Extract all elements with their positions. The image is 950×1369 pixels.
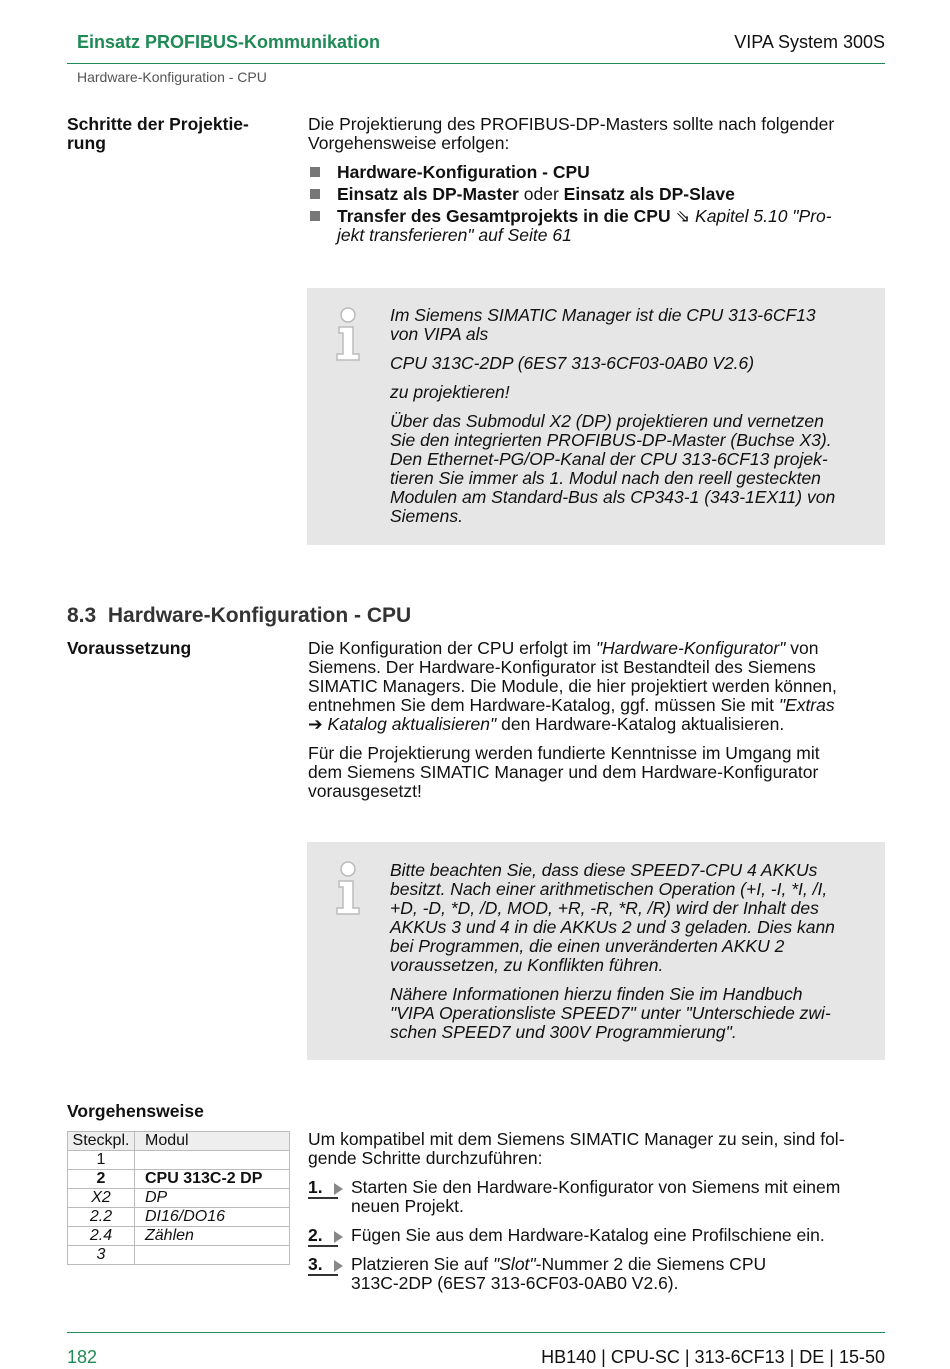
text-line: SIMATIC Managers. Die Module, die hier projektiert werden können, xyxy=(308,676,837,696)
text-line: Siemens. Der Hardware-Konfigurator ist Bestandteil des Siemens xyxy=(308,657,816,677)
step-number: 1. xyxy=(308,1177,323,1197)
step-underline xyxy=(308,1274,338,1276)
text-line: AKKUs 3 und 4 in die AKKUs 2 und 3 geladen. Dies kann xyxy=(390,917,835,937)
section-title: Hardware-Konfiguration - CPU xyxy=(107,604,412,627)
text-line: Sie den integrierten PROFIBUS-DP-Master (Buchse X3). xyxy=(390,430,832,450)
arrow-right-icon: ➔ xyxy=(308,714,323,734)
table-header-row xyxy=(68,1132,290,1151)
header-subtitle: Hardware-Konfiguration - CPU xyxy=(77,69,267,85)
chapter-link[interactable]: Kapitel 5.10 "Pro- xyxy=(695,206,832,226)
bullet-item xyxy=(308,163,885,182)
note-paragraph xyxy=(390,861,875,975)
menu-path: "Extras xyxy=(778,695,835,715)
text-line: entnehmen Sie dem Hardware-Katalog, ggf. müssen Sie mit xyxy=(308,695,774,715)
bullet-square-icon xyxy=(310,167,320,177)
slot-table xyxy=(67,1131,290,1265)
text-line: von xyxy=(790,638,819,658)
bullet-text: Einsatz als DP-Master xyxy=(337,184,519,204)
bullet-text: Einsatz als DP-Slave xyxy=(563,184,735,204)
text-line: Fügen Sie aus dem Hardware-Katalog eine Profilschiene ein. xyxy=(351,1225,825,1245)
side-heading-line: Schritte der Projektie- xyxy=(67,114,249,134)
document-id: HB140 | CPU-SC | 313-6CF13 | DE | 15-50 xyxy=(541,1347,885,1367)
table-cell: 2.2 xyxy=(68,1208,135,1227)
table-cell: DP xyxy=(135,1189,290,1208)
note-paragraph xyxy=(390,306,875,344)
table-cell: 2.4 xyxy=(68,1227,135,1246)
side-heading-prerequisite: Voraussetzung xyxy=(67,638,192,658)
text-line: +D, -D, *D, /D, MOD, +R, -R, *R, /R) wird der Inhalt des xyxy=(390,898,819,918)
steps-body xyxy=(308,115,885,248)
note-text xyxy=(390,861,875,1052)
bullet-text: Hardware-Konfiguration - CPU xyxy=(337,162,590,182)
text-line: Für die Projektierung werden fundierte Kenntnisse im Umgang mit xyxy=(308,743,820,763)
table-cell: CPU 313C-2 DP xyxy=(135,1170,290,1189)
table-row xyxy=(68,1227,290,1246)
step-number: 2. xyxy=(308,1225,323,1245)
note-paragraph xyxy=(390,412,875,526)
text-line: -Nummer 2 die Siemens CPU xyxy=(535,1254,767,1274)
table-cell xyxy=(135,1151,290,1170)
step-underline xyxy=(308,1245,338,1247)
menu-path: Katalog aktualisieren" xyxy=(327,714,497,734)
step-arrow-icon xyxy=(334,1183,343,1195)
text-line: Im Siemens SIMATIC Manager ist die CPU 313-6CF13 xyxy=(390,305,816,325)
text-line: Nähere Informationen hierzu finden Sie im Handbuch xyxy=(390,984,803,1004)
bullet-square-icon xyxy=(310,189,320,199)
text-line: Starten Sie den Hardware-Konfigurator von Siemens mit einem xyxy=(351,1177,841,1197)
note-text xyxy=(390,306,875,536)
table-cell: 3 xyxy=(68,1246,135,1265)
header-product: VIPA System 300S xyxy=(734,32,885,52)
side-heading-steps xyxy=(67,115,287,153)
paragraph xyxy=(308,744,885,801)
text-line: dem Siemens SIMATIC Manager und dem Hardware-Konfigurator xyxy=(308,762,819,782)
text-line: Platzieren Sie auf xyxy=(351,1254,489,1274)
step-item xyxy=(308,1255,885,1293)
text-line: Bitte beachten Sie, dass diese SPEED7-CPU 4 AKKUs xyxy=(390,860,818,880)
text-line: voraussetzen, zu Konflikten führen. xyxy=(390,955,664,975)
text-line: Vorgehensweise erfolgen: xyxy=(308,133,510,153)
chapter-link[interactable]: jekt transferieren" auf Seite 61 xyxy=(337,225,572,245)
table-row xyxy=(68,1189,290,1208)
text-line: Die Konfiguration der CPU erfolgt im xyxy=(308,638,592,658)
step-arrow-icon xyxy=(334,1260,343,1272)
step-item xyxy=(308,1178,885,1216)
bullet-square-icon xyxy=(310,211,320,221)
table-header-cell: Modul xyxy=(135,1132,290,1151)
table-row xyxy=(68,1208,290,1227)
text-line: den Hardware-Katalog aktualisieren. xyxy=(501,714,785,734)
bullet-text: Transfer des Gesamtprojekts in die CPU xyxy=(337,206,671,226)
text-line: bei Programmen, die einen unveränderten AKKU 2 xyxy=(390,936,785,956)
text-line: besitzt. Nach einer arithmetischen Operation (+I, -I, *I, /I, xyxy=(390,879,828,899)
info-icon xyxy=(331,860,365,916)
info-note xyxy=(307,288,885,545)
text-line: "Slot" xyxy=(493,1254,536,1274)
bullet-item xyxy=(308,207,885,245)
section-heading xyxy=(67,604,411,628)
prerequisite-body xyxy=(308,639,885,811)
table-cell: 1 xyxy=(68,1151,135,1170)
bullet-text: oder xyxy=(523,184,559,204)
paragraph xyxy=(308,639,885,734)
note-paragraph xyxy=(390,985,875,1042)
text-line: vorausgesetzt! xyxy=(308,781,422,801)
header-divider xyxy=(67,63,885,64)
text-line: "Hardware-Konfigurator" xyxy=(595,638,786,658)
text-line: Über das Submodul X2 (DP) projektieren und vernetzen xyxy=(390,411,824,431)
header-chapter: Einsatz PROFIBUS-Kommunikation xyxy=(77,32,381,52)
table-cell: X2 xyxy=(68,1189,135,1208)
paragraph xyxy=(308,1130,885,1168)
table-cell: Zählen xyxy=(135,1227,290,1246)
side-heading-procedure: Vorgehensweise xyxy=(67,1101,204,1121)
text-line: Modulen am Standard-Bus als CP343-1 (343-1EX11) von xyxy=(390,487,836,507)
table-cell: DI16/DO16 xyxy=(135,1208,290,1227)
step-underline xyxy=(308,1197,338,1199)
step-arrow-icon xyxy=(334,1231,343,1243)
text-line: neuen Projekt. xyxy=(351,1196,464,1216)
procedure-body xyxy=(308,1130,885,1303)
text-line: 313C-2DP (6ES7 313-6CF03-0AB0 V2.6). xyxy=(351,1273,679,1293)
table-cell xyxy=(135,1246,290,1265)
text-line: Siemens. xyxy=(390,506,463,526)
table-cell: 2 xyxy=(68,1170,135,1189)
side-heading-line: rung xyxy=(67,133,106,153)
footer-divider xyxy=(67,1332,885,1333)
link-arrow-icon: ⇘ xyxy=(675,206,691,226)
bullet-item xyxy=(308,185,885,204)
text-line: tieren Sie immer als 1. Modul nach den reell gesteckten xyxy=(390,468,821,488)
note-paragraph: CPU 313C-2DP (6ES7 313-6CF03-0AB0 V2.6) xyxy=(390,353,755,373)
info-note xyxy=(307,842,885,1060)
step-number: 3. xyxy=(308,1254,323,1274)
text-line: Die Projektierung des PROFIBUS-DP-Masters sollte nach folgender xyxy=(308,114,835,134)
table-header-cell: Steckpl. xyxy=(68,1132,135,1151)
text-line: Um kompatibel mit dem Siemens SIMATIC Manager zu sein, sind fol- xyxy=(308,1129,845,1149)
section-number: 8.3 xyxy=(67,604,97,627)
text-line: schen SPEED7 und 300V Programmierung". xyxy=(390,1022,737,1042)
note-paragraph: zu projektieren! xyxy=(390,382,510,402)
text-line: "VIPA Operationsliste SPEED7" unter "Unterschiede zwi- xyxy=(390,1003,831,1023)
text-line: gende Schritte durchzuführen: xyxy=(308,1148,543,1168)
table-row xyxy=(68,1170,290,1189)
steps-intro xyxy=(308,115,885,153)
text-line: von VIPA als xyxy=(390,324,489,344)
table-row xyxy=(68,1246,290,1265)
info-icon xyxy=(331,306,365,362)
step-item xyxy=(308,1226,885,1245)
text-line: Den Ethernet-PG/OP-Kanal der CPU 313-6CF13 projek- xyxy=(390,449,828,469)
table-row xyxy=(68,1151,290,1170)
page-number: 182 xyxy=(67,1347,98,1367)
